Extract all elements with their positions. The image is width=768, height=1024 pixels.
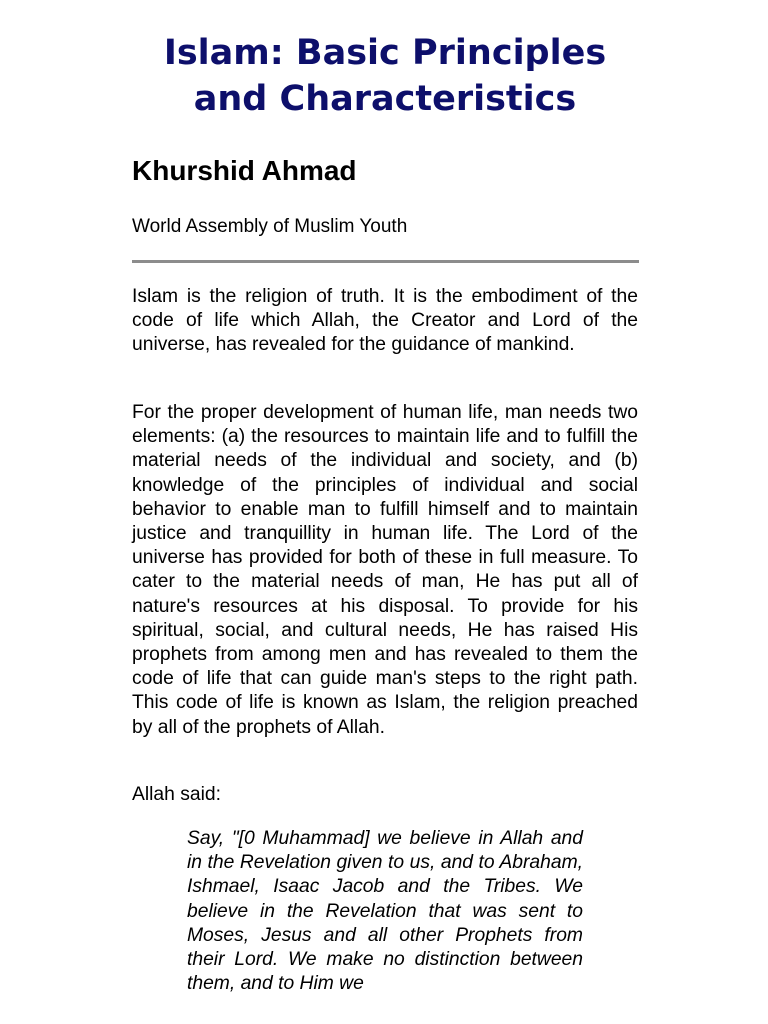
paragraph-1: Islam is the religion of truth. It is the embodiment of the code of life which Allah, the Creator and Lord of the universe, has revealed for the guidance of mankind. <box>132 286 638 356</box>
header-divider <box>132 260 639 263</box>
paragraph-2: For the proper development of human life, man needs two elements: (a) the resources to maintain life and to fulfill the material needs of the individual and society, and (b) knowledge of the principles of individual and social behavior to enable man to fulfill himself and to maintain justice and tranquillity in human life. The Lord of the universe has provided for both of these in full measure. To cater to the material needs of man, He has put all of nature's resources at his disposal. To provide for his spiritual, social, and cultural needs, He has raised His prophets from among men and has revealed to them the code of life that can guide man's steps to the right path. This code of life is known as Islam, the religion preached by all of the prophets of Allah. <box>132 402 638 738</box>
document-title <box>132 0 638 122</box>
title-line-1: Islam: Basic Principles <box>163 33 607 73</box>
title-line-2: and Characteristics <box>193 79 577 119</box>
author-name: Khurshid Ahmad <box>132 155 357 186</box>
publisher-name: World Assembly of Muslim Youth <box>132 216 408 237</box>
document-page <box>132 0 638 995</box>
quran-quote: Say, "[0 Muhammad] we believe in Allah and in the Revelation given to us, and to Abraham, Ishmael, Isaac Jacob and the Tribes. We believe in the Revelation that was sent to Moses, Jesus and all other Prophets from their Lord. We make no distinction between them, and to Him we <box>187 828 583 995</box>
paragraph-3: Allah said: <box>132 784 221 805</box>
